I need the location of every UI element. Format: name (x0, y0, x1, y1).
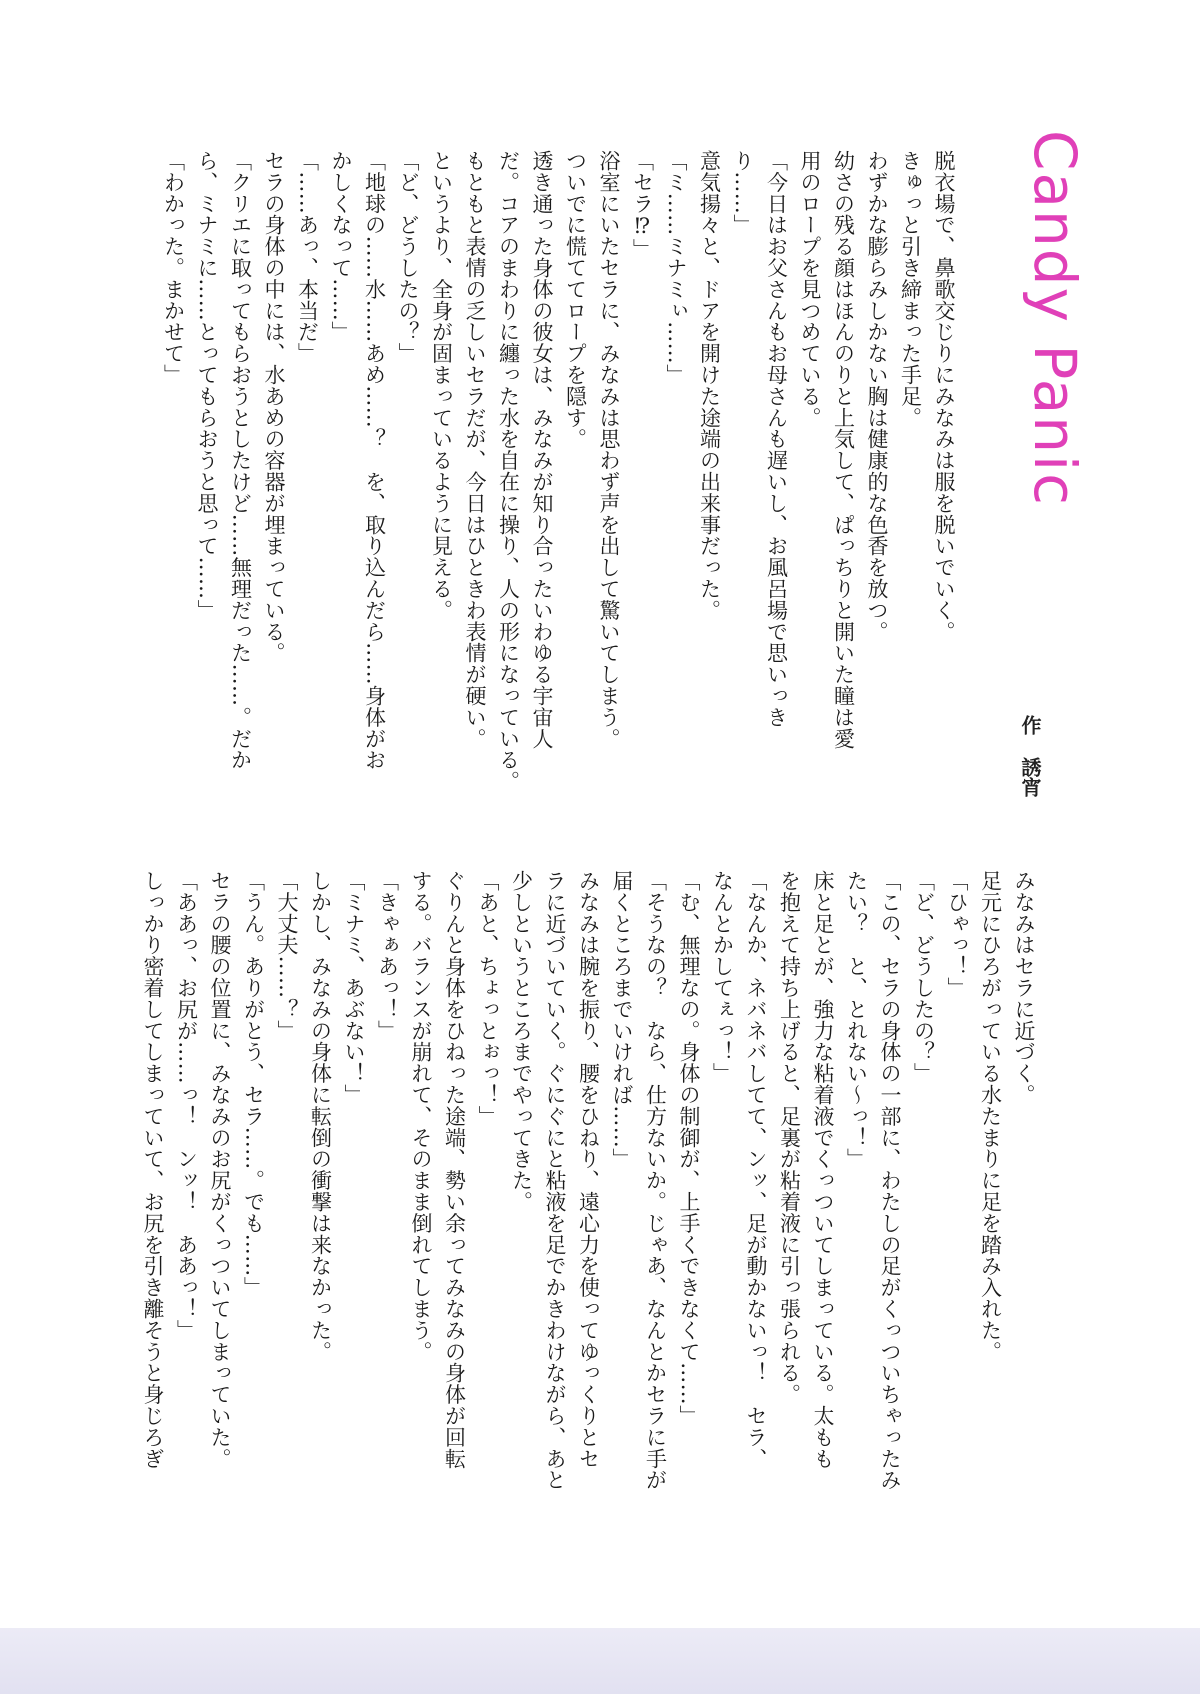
text-line: きゅっと引き締まった手足。 (898, 150, 923, 429)
text-line: たい？ と、とれない～っ！」 (844, 870, 869, 1170)
text-line: ぐりんと身体をひねった途端、勢い余ってみなみの身体が回転 (442, 870, 467, 1470)
text-line: 「大丈夫……？」 (275, 870, 299, 1042)
text-line: 「なんか、ネバネバしてて、ンッ、足が動かないっ！ セラ、 (744, 870, 768, 1470)
text-line: り……」 (731, 150, 755, 236)
text-line: というより、全身が固まっているように見える。 (429, 150, 454, 621)
text-line: 「クリエに取ってもらおうとしたけど……無理だった……。だか (228, 150, 253, 771)
text-line: セラの身体の中には、水あめの容器が埋まっている。 (262, 150, 286, 664)
text-line: 「セラ⁉」 (630, 150, 655, 260)
story-text-bottom-block (120, 870, 1040, 1590)
text-line: しかし、みなみの身体に転倒の衝撃は来なかった。 (308, 870, 333, 1363)
text-line: 「……あっ、本当だ」 (295, 150, 320, 364)
text-line: 「この、セラの身体の一部に、わたしの足がくっついちゃったみ (878, 870, 902, 1491)
text-line: 脱衣場で、鼻歌交じりにみなみは服を脱いでいく。 (932, 150, 956, 643)
author-role-label: 作 (1018, 715, 1042, 735)
text-line: 浴室にいたセラに、みなみは思わず声を出して驚いてしまう。 (597, 150, 621, 750)
text-line: だ。コアのまわりに纏った水を自在に操り、人の形になっている。 (496, 150, 521, 792)
author-name: 誘宵 (1018, 757, 1042, 797)
text-line: ら、ミナミに……とってもらおうと思って……」 (195, 150, 219, 621)
text-line: 「うん。ありがとう、セラ……。でも……」 (241, 870, 266, 1298)
footer-band (0, 1628, 1200, 1694)
text-line: 「わかった。まかせて」 (161, 150, 186, 386)
text-line: 「ああっ、お尻が……っ！ ンッ！ ああっ！」 (174, 870, 199, 1341)
text-line: 「ど、どうしたの？」 (911, 870, 936, 1084)
text-line: 足元にひろがっている水たまりに足を踏み入れた。 (978, 870, 1003, 1363)
story-title: Candy Panic (1021, 130, 1089, 508)
text-line: もともと表情の乏しいセラだが、今日はひときわ表情が硬い。 (463, 150, 487, 750)
text-line: しっかり密着してしまっていて、お尻を引き離そうと身じろぎ (141, 870, 165, 1470)
text-line: 「あと、ちょっとぉっ！」 (476, 870, 500, 1127)
text-line: 「ど、どうしたの？」 (396, 150, 420, 364)
text-line: 透き通った身体の彼女は、みなみが知り合ったいわゆる宇宙人 (530, 150, 554, 750)
text-line: 「今日はお父さんもお母さんも遅いし、お風呂場で思いっき (764, 150, 789, 728)
text-line: 意気揚々と、ドアを開けた途端の出来事だった。 (697, 150, 722, 621)
text-line: 「きゃぁあっ！」 (375, 870, 400, 1042)
text-line: 「そうなの？ なら、仕方ないか。じゃあ、なんとかセラに手が (643, 870, 668, 1491)
text-line: 床と足とが、強力な粘着液でくっついてしまっている。太もも (811, 870, 835, 1470)
text-line: みなみはセラに近づく。 (1012, 870, 1036, 1106)
text-line: ついでに慌ててロープを隠す。 (563, 150, 588, 450)
text-line: する。バランスが崩れて、そのまま倒れてしまう。 (409, 870, 433, 1363)
text-line: わずかな膨らみしかない胸は健康的な色香を放つ。 (865, 150, 889, 643)
text-line: 少しというところまでやってきた。 (509, 870, 534, 1213)
text-line: なんとかしてぇっ！」 (710, 870, 735, 1084)
text-line: を抱えて持ち上げると、足裏が粘着液に引っ張られる。 (777, 870, 802, 1405)
text-line: 用のロープを見つめている。 (798, 150, 822, 429)
text-line: 「ミナミ、あぶない！」 (342, 870, 366, 1106)
text-line: みなみは腕を振り、腰をひねり、遠心力を使ってゆっくりとセ (576, 870, 601, 1470)
text-line: セラの腰の位置に、みなみのお尻がくっついてしまっていた。 (208, 870, 232, 1470)
text-line: 「ミ……ミナミぃ……」 (664, 150, 688, 386)
text-line: 「地球の……水……あめ……？ を、取り込んだら……身体がお (362, 150, 387, 771)
text-line: 「む、無理なの。身体の制御が、上手くできなくて……」 (677, 870, 701, 1427)
text-line: 届くところまでいければ……」 (610, 870, 634, 1170)
story-text-top-block (120, 150, 960, 820)
text-line: かしくなって……」 (329, 150, 353, 343)
author-credit (1010, 715, 1050, 805)
text-line: 「ひゃっ！」 (945, 870, 969, 999)
text-line: ラに近づいていく。ぐにぐにと粘液を足でかきわけながら、あと (543, 870, 567, 1491)
text-line: 幼さの残る顔はほんのりと上気して、ぱっちりと開いた瞳は愛 (831, 150, 856, 750)
